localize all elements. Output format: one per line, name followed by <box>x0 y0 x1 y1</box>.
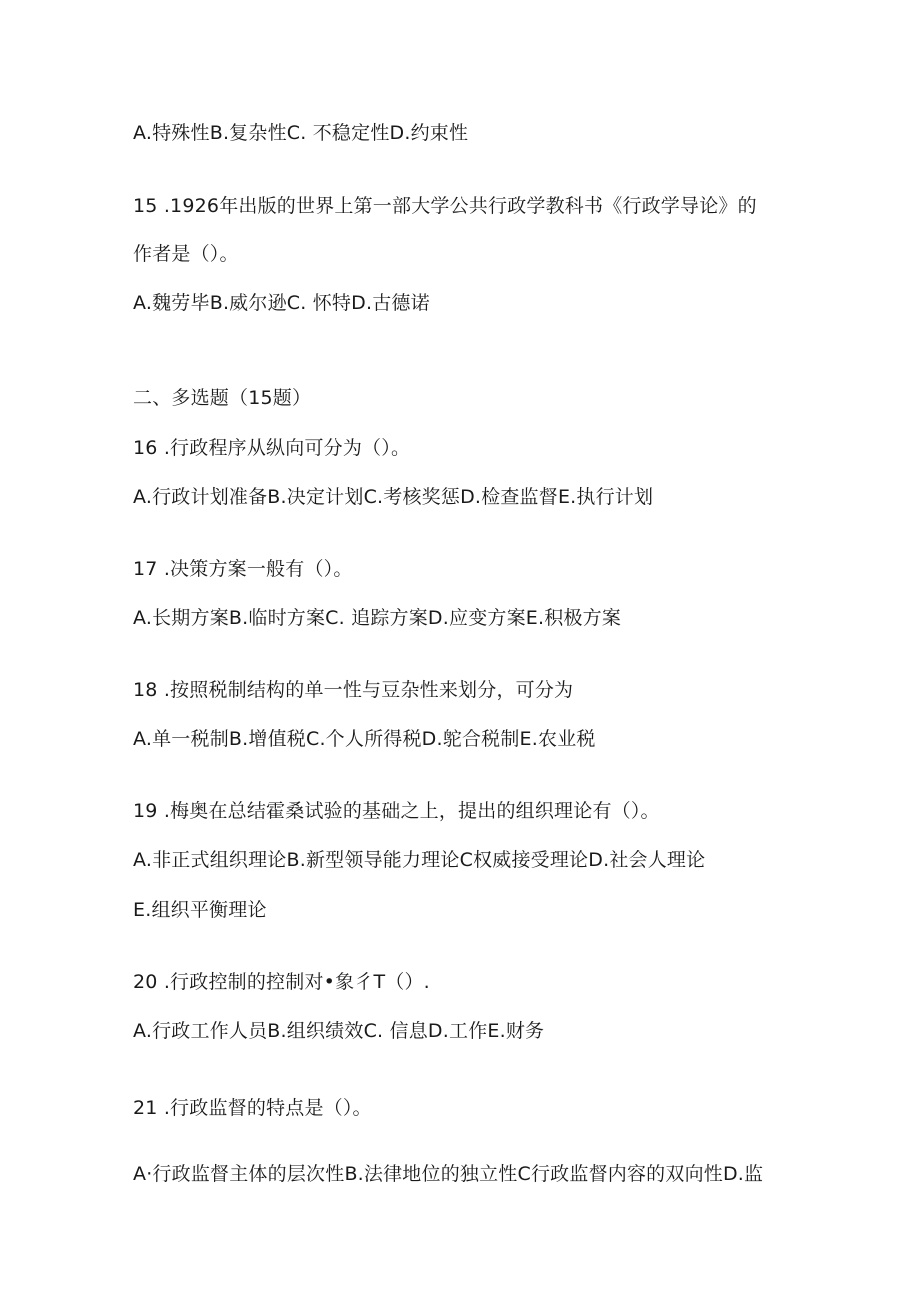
q18-question: 18 .按照税制结构的单一性与豆杂性来划分，可分为 <box>133 679 574 701</box>
q19-options-continued: E.组织平衡理论 <box>133 899 267 921</box>
q14-options: A.特殊性B.复杂性C. 不稳定性D.约束性 <box>133 122 469 144</box>
q21-question: 21 .行政监督的特点是（）。 <box>133 1097 372 1119</box>
section-heading: 二、多选题（15题） <box>133 387 312 409</box>
q15-options: A.魏劳毕B.威尔逊C. 怀特D.古德诺 <box>133 292 430 314</box>
q15-question-continued: 作者是（）。 <box>133 243 239 265</box>
q16-options: A.行政计划准备B.决定计划C.考核奖惩D.检查监督E.执行计划 <box>133 486 654 508</box>
q17-options: A.长期方案B.临时方案C. 追踪方案D.应变方案E.积极方案 <box>133 607 622 629</box>
q19-question: 19 .梅奥在总结霍桑试验的基础之上，提出的组织理论有（）。 <box>133 800 660 822</box>
q16-question: 16 .行政程序从纵向可分为（）。 <box>133 437 411 459</box>
q20-question: 20 .行政控制的控制对•象彳T（）. <box>133 971 430 993</box>
q18-options: A.单一税制B.增值税C.个人所得税D.鸵合税制E.农业税 <box>133 728 596 750</box>
q20-options: A.行政工作人员B.组织绩效C. 信息D.工作E.财务 <box>133 1020 545 1042</box>
q21-options: A·行政监督主体的层次性B.法律地位的独立性C行政监督内容的双向性D.监 <box>133 1163 764 1185</box>
q15-question: 15 .1926年出版的世界上第一部大学公共行政学教科书《行政学导论》的 <box>133 195 757 217</box>
q17-question: 17 .决策方案一般有（）。 <box>133 558 353 580</box>
q19-options: A.非正式组织理论B.新型领导能力理论C权威接受理论D.社会人理论 <box>133 849 706 871</box>
